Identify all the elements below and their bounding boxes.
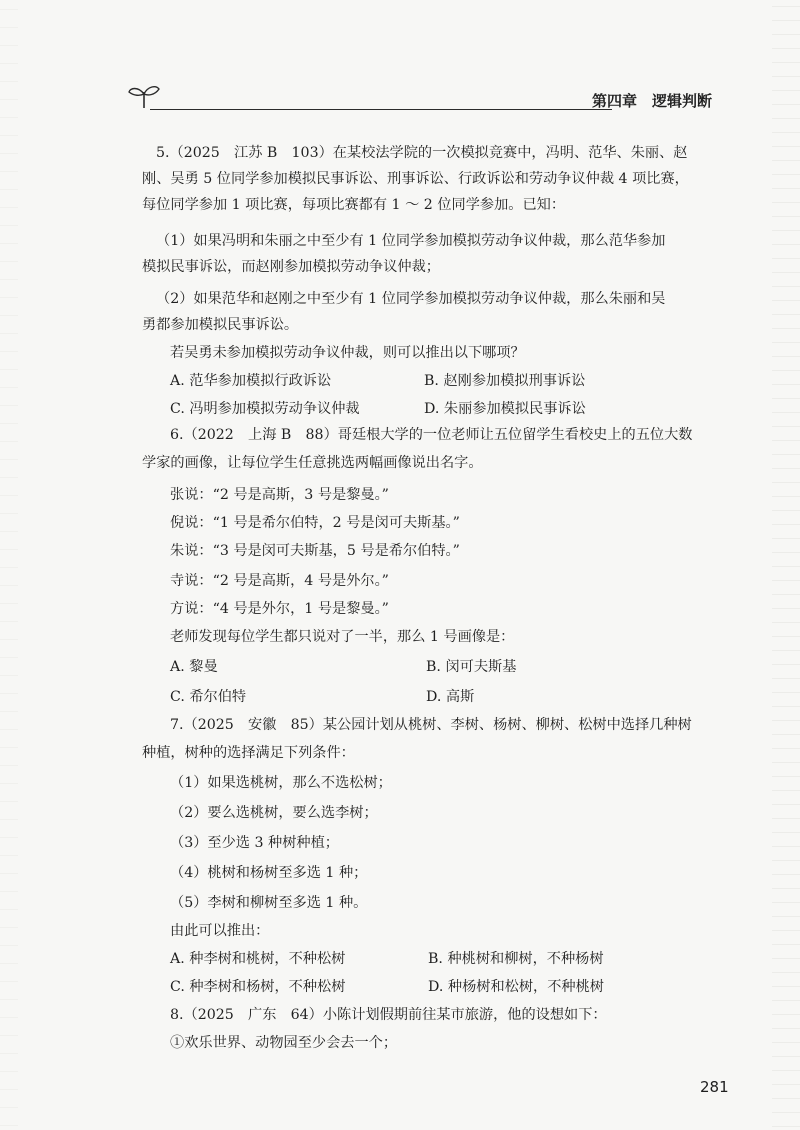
q6-statement-4: 寺说：“2 号是高斯，4 号是外尔。” bbox=[170, 573, 389, 589]
page-header bbox=[128, 88, 734, 116]
q7-condition-5: （5）李树和柳树至多选 1 种。 bbox=[170, 895, 368, 911]
q6-option-b[interactable]: B. 闵可夫斯基 bbox=[426, 659, 517, 675]
header-rule bbox=[150, 109, 612, 110]
q6-option-a[interactable]: A. 黎曼 bbox=[170, 659, 218, 675]
q7-condition-3: （3）至少选 3 种树种植； bbox=[170, 835, 339, 851]
chapter-title: 第四章 逻辑判断 bbox=[592, 92, 713, 110]
q5-condition-1-line-1: （1）如果冯明和朱丽之中至少有 1 位同学参加模拟劳动争议仲裁，那么范华参加 bbox=[156, 233, 666, 249]
q5-stem-line-1: 5.（2025 江苏 B 103）在某校法学院的一次模拟竞赛中，冯明、范华、朱丽、赵 bbox=[156, 145, 688, 161]
q7-option-c[interactable]: C. 种李树和杨树，不种松树 bbox=[170, 979, 346, 995]
q5-option-b[interactable]: B. 赵刚参加模拟刑事诉讼 bbox=[424, 373, 586, 389]
q6-statement-1: 张说：“2 号是高斯，3 号是黎曼。” bbox=[170, 487, 389, 503]
q6-stem-line-2: 学家的画像，让每位学生任意挑选两幅画像说出名字。 bbox=[142, 455, 483, 471]
scan-edge-right bbox=[772, 0, 800, 1130]
q7-condition-4: （4）桃树和杨树至多选 1 种； bbox=[170, 865, 368, 881]
q6-statement-3: 朱说：“3 号是闵可夫斯基，5 号是希尔伯特。” bbox=[170, 543, 460, 559]
q5-condition-1-line-2: 模拟民事诉讼，而赵刚参加模拟劳动争议仲裁； bbox=[142, 259, 440, 275]
scan-edge-left bbox=[0, 0, 18, 1130]
q6-question: 老师发现每位学生都只说对了一半，那么 1 号画像是： bbox=[170, 629, 515, 645]
sprout-icon bbox=[126, 82, 162, 110]
q7-option-d[interactable]: D. 种杨树和松树，不种桃树 bbox=[428, 979, 604, 995]
q7-option-b[interactable]: B. 种桃树和柳树，不种杨树 bbox=[428, 951, 604, 967]
q5-condition-2-line-1: （2）如果范华和赵刚之中至少有 1 位同学参加模拟劳动争议仲裁，那么朱丽和吴 bbox=[156, 291, 666, 307]
q5-option-a[interactable]: A. 范华参加模拟行政诉讼 bbox=[170, 373, 332, 389]
q6-stem-line-1: 6.（2022 上海 B 88）哥廷根大学的一位老师让五位留学生看校史上的五位大数 bbox=[170, 427, 693, 443]
q7-stem-line-2: 种植，树种的选择满足下列条件： bbox=[142, 745, 355, 761]
q5-option-d[interactable]: D. 朱丽参加模拟民事诉讼 bbox=[424, 401, 586, 417]
q6-option-c[interactable]: C. 希尔伯特 bbox=[170, 689, 247, 705]
q5-condition-2-line-2: 勇都参加模拟民事诉讼。 bbox=[142, 317, 299, 333]
q5-option-c[interactable]: C. 冯明参加模拟劳动争议仲裁 bbox=[170, 401, 360, 417]
q6-statement-2: 倪说：“1 号是希尔伯特，2 号是闵可夫斯基。” bbox=[170, 515, 460, 531]
q5-question: 若吴勇未参加模拟劳动争议仲裁，则可以推出以下哪项？ bbox=[170, 345, 525, 361]
q8-stem-line-1: 8.（2025 广东 64）小陈计划假期前往某市旅游，他的设想如下： bbox=[170, 1007, 607, 1023]
q7-condition-2: （2）要么选桃树，要么选李树； bbox=[170, 805, 378, 821]
q5-stem-line-2: 刚、吴勇 5 位同学参加模拟民事诉讼、刑事诉讼、行政诉讼和劳动争议仲裁 4 项比赛， bbox=[142, 171, 689, 187]
q8-item-1: ①欢乐世界、动物园至少会去一个； bbox=[170, 1035, 398, 1051]
q5-stem-line-3: 每位同学参加 1 项比赛，每项比赛都有 1 ～ 2 位同学参加。已知： bbox=[142, 197, 566, 213]
q7-condition-1: （1）如果选桃树，那么不选松树； bbox=[170, 775, 392, 791]
q6-statement-5: 方说：“4 号是外尔，1 号是黎曼。” bbox=[170, 601, 389, 617]
q7-stem-line-1: 7.（2025 安徽 85）某公园计划从桃树、李树、杨树、柳树、松树中选择几种树 bbox=[170, 717, 692, 733]
q7-option-a[interactable]: A. 种李树和桃树，不种松树 bbox=[170, 951, 346, 967]
q6-option-d[interactable]: D. 高斯 bbox=[426, 689, 475, 705]
q7-question: 由此可以推出： bbox=[170, 923, 270, 939]
page-number: 281 bbox=[700, 1078, 729, 1096]
